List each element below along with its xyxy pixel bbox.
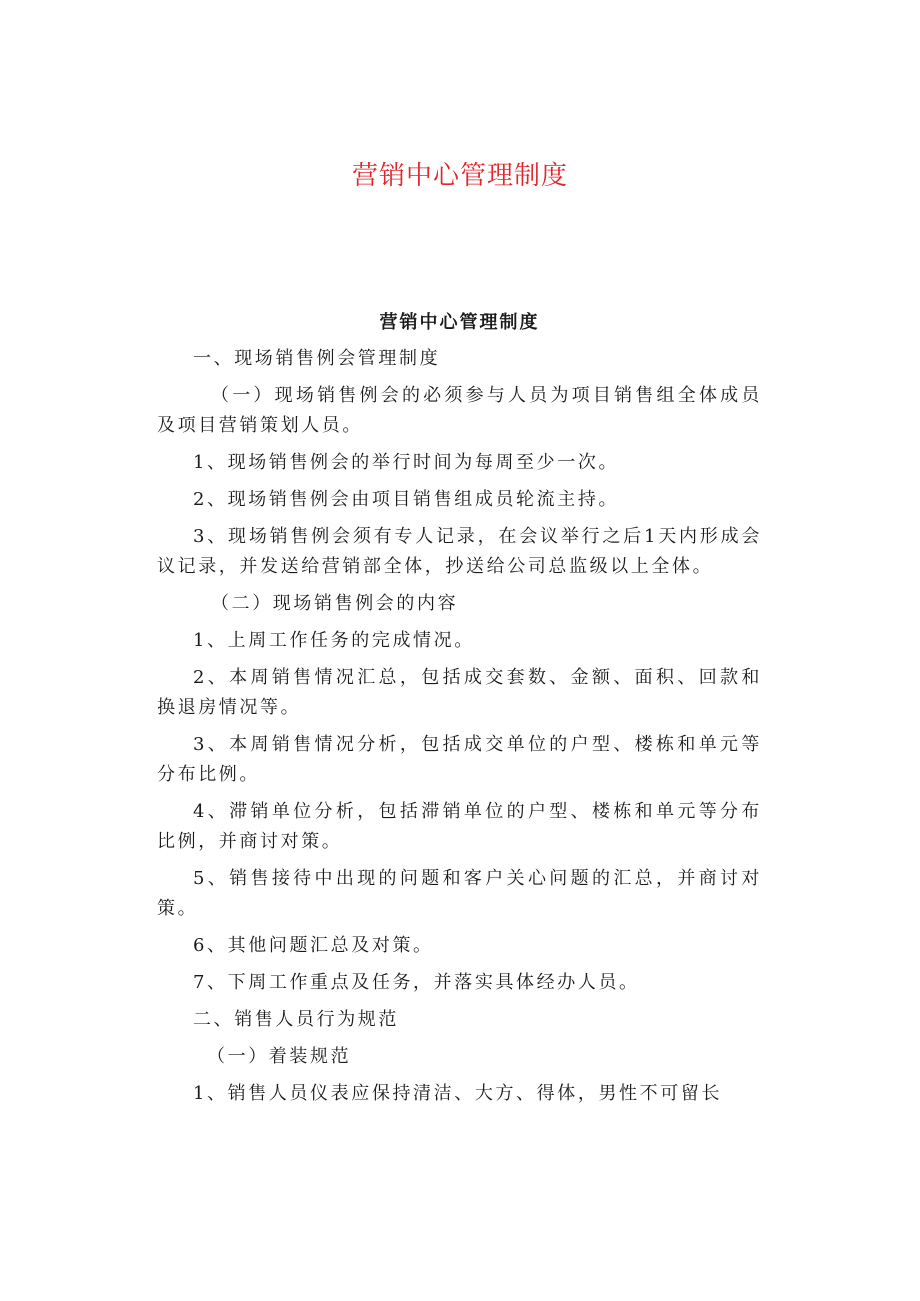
document-body xyxy=(157,308,762,1116)
paragraph-sales-summary: 2、本周销售情况汇总，包括成交套数、金额、面积、回款和换退房情况等。 xyxy=(157,667,762,718)
section-two-title: 二、销售人员行为规范 xyxy=(193,1009,399,1030)
section-heading: 营销中心管理制度 xyxy=(379,312,540,333)
paragraph-meeting-minutes: 3、现场销售例会须有专人记录，在会议举行之后1天内形成会议记录，并发送给营销部全体，抄送给公司总监级以上全体。 xyxy=(157,526,762,577)
paragraph-other-issues: 6、其他问题汇总及对策。 xyxy=(193,935,434,956)
paragraph-slow-sales: 4、滞销单位分析，包括滞销单位的户型、楼栋和单元等分布比例，并商讨对策。 xyxy=(157,801,762,852)
document-title: 营销中心管理制度 xyxy=(351,161,568,191)
paragraph-attendees: （一）现场销售例会的必须参与人员为项目销售组全体成员及项目营销策划人员。 xyxy=(157,385,762,436)
paragraph-next-week: 7、下周工作重点及任务，并落实具体经办人员。 xyxy=(193,972,640,993)
paragraph-sales-analysis: 3、本周销售情况分析，包括成交单位的户型、楼栋和单元等分布比例。 xyxy=(157,734,762,785)
paragraph-meeting-frequency: 1、现场销售例会的举行时间为每周至少一次。 xyxy=(193,452,620,473)
paragraph-meeting-host: 2、现场销售例会由项目销售组成员轮流主持。 xyxy=(193,489,620,510)
paragraph-last-week: 1、上周工作任务的完成情况。 xyxy=(193,630,475,651)
paragraph-appearance: 1、销售人员仪表应保持清洁、大方、得体，男性不可留长 xyxy=(193,1083,723,1104)
section-one-title: 一、现场销售例会管理制度 xyxy=(193,348,441,369)
subsection-dress-code: （一）着装规范 xyxy=(207,1046,352,1067)
subsection-meeting-content: （二）现场销售例会的内容 xyxy=(211,593,459,614)
paragraph-reception-issues: 5、销售接待中出现的问题和客户关心问题的汇总，并商讨对策。 xyxy=(157,868,762,919)
